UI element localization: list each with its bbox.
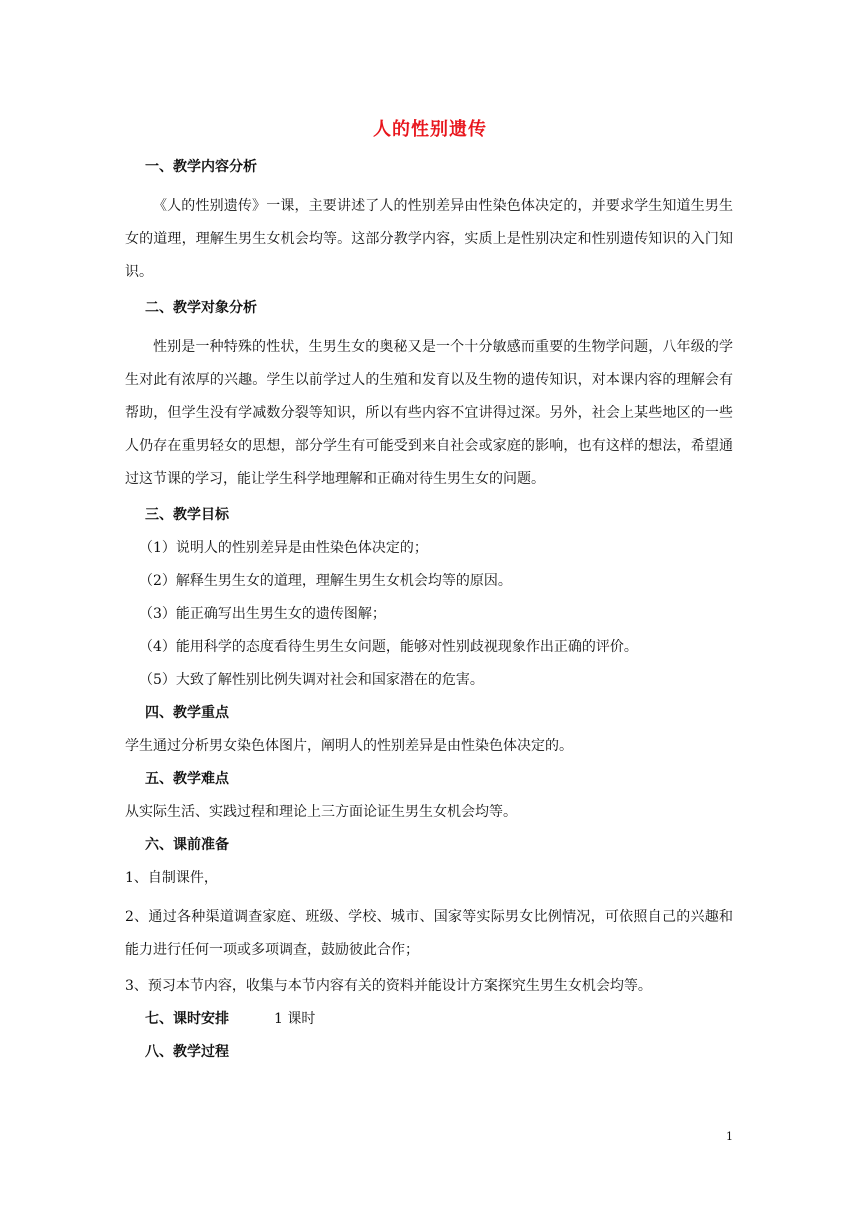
- paragraph-key-points: 学生通过分析男女染色体图片，阐明人的性别差异是由性染色体决定的。: [125, 738, 573, 754]
- section-heading-schedule: 七、课时安排: [145, 1011, 229, 1027]
- section-heading-content-analysis: 一、教学内容分析: [145, 159, 257, 175]
- goal-item: （4）能用科学的态度看待生男生女问题，能够对性别歧视现象作出正确的评价。: [139, 639, 638, 655]
- preparation-item: 1、自制课件，: [125, 870, 218, 886]
- goal-item: （5）大致了解性别比例失调对社会和国家潜在的危害。: [139, 672, 484, 688]
- schedule-row: [125, 1009, 733, 1029]
- paragraph-content-analysis: 《人的性别遗传》一课，主要讲述了人的性别差异由性染色体决定的，并要求学生知道生男生女的道理，理解生男生女机会均等。这部分教学内容，实质上是性别决定和性别遗传知识的入门知识。: [125, 198, 733, 280]
- goal-item: （2）解释生男生女的道理，理解生男生女机会均等的原因。: [139, 573, 512, 589]
- section-heading-key-points: 四、教学重点: [145, 705, 229, 721]
- paragraph-difficulties: 从实际生活、实践过程和理论上三方面论证生男生女机会均等。: [125, 804, 517, 820]
- preparation-item: 3、预习本节内容，收集与本节内容有关的资料并能设计方案探究生男生女机会均等。: [125, 978, 652, 994]
- document-body: [125, 157, 733, 1075]
- section-heading-process: 八、教学过程: [145, 1044, 229, 1060]
- section-heading-difficulties: 五、教学难点: [145, 771, 229, 787]
- goal-item: （1）说明人的性别差异是由性染色体决定的；: [139, 540, 428, 556]
- section-heading-preparation: 六、课前准备: [145, 837, 229, 853]
- goal-item: （3）能正确写出生男生女的遗传图解；: [139, 606, 386, 622]
- section-heading-teaching-goals: 三、教学目标: [145, 507, 229, 523]
- page-number: 1: [726, 1130, 733, 1143]
- schedule-value: 1 课时: [274, 1011, 316, 1027]
- preparation-item: 2、通过各种渠道调查家庭、班级、学校、城市、国家等实际男女比例情况，可依照自己的兴趣和能力进行任何一项或多项调查，鼓励彼此合作；: [125, 909, 733, 958]
- paragraph-student-analysis: 性别是一种特殊的性状，生男生女的奥秘又是一个十分敏感而重要的生物学问题，八年级的学生对此有浓厚的兴趣。学生以前学过人的生殖和发育以及生物的遗传知识，对本课内容的理解会有帮助，但学生没有学减数分裂等知识，所以有些内容不宜讲得过深。另外，社会上某些地区的一些人仍存在重男轻女的思想，部分学生有可能受到来自社会或家庭的影响，也有这样的想法，希望通过这节课的学习，能让学生科学地理解和正确对待生男生女的问题。: [125, 339, 733, 487]
- section-heading-student-analysis: 二、教学对象分析: [145, 300, 257, 316]
- document-title: 人的性别遗传: [373, 119, 487, 140]
